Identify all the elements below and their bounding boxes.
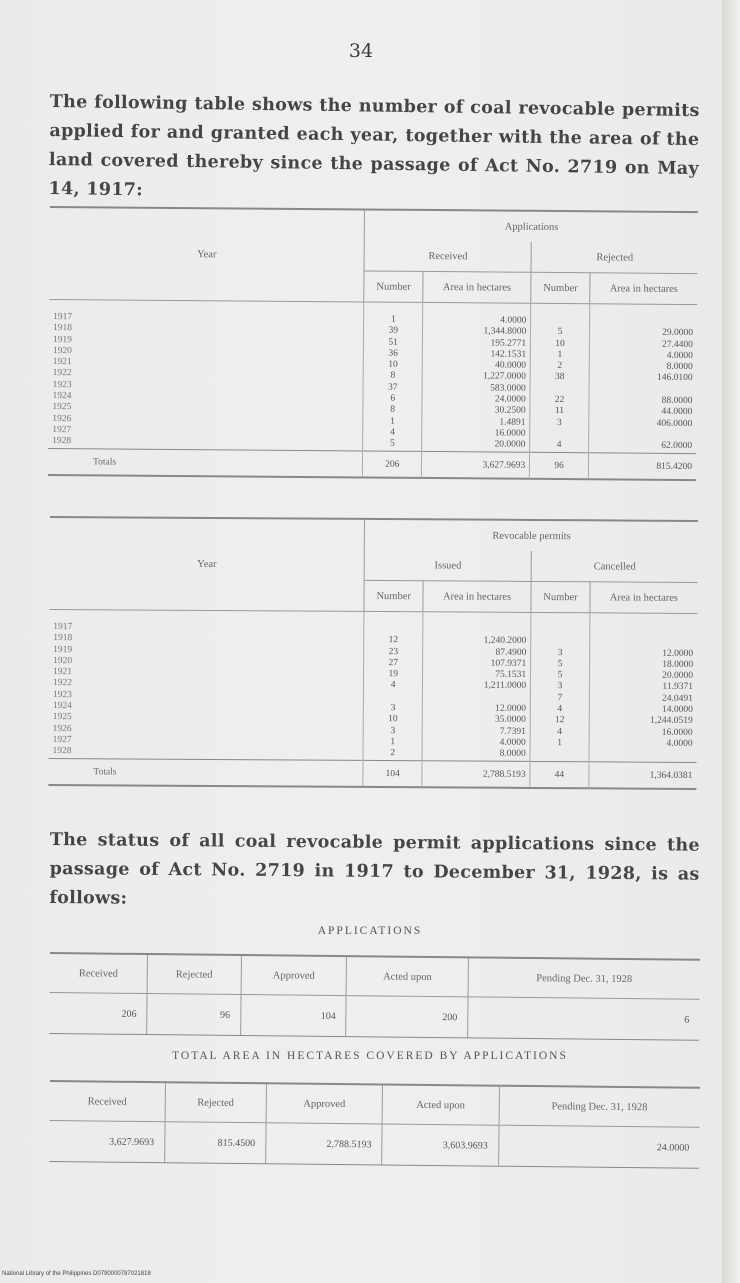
number-cell: 1 bbox=[530, 738, 589, 750]
value-rejected: 96 bbox=[147, 994, 241, 1036]
number-cell: 19 bbox=[364, 669, 423, 681]
area-cell: 35.0000 bbox=[422, 715, 530, 727]
area-cell: 16.0000 bbox=[589, 727, 697, 739]
area-cell: 4.0000 bbox=[422, 737, 530, 749]
number-cell: 3 bbox=[531, 648, 590, 660]
area-cell: 1,211.0000 bbox=[422, 681, 530, 693]
number-cell: 4 bbox=[530, 440, 589, 452]
number-cell: 3 bbox=[364, 726, 423, 738]
area-cell bbox=[589, 750, 697, 762]
year-cell: 1928 bbox=[52, 746, 72, 757]
area-cell: 20.0000 bbox=[422, 439, 530, 452]
year-cell: 1925 bbox=[52, 712, 72, 723]
area-cell: 24.0000 bbox=[422, 394, 530, 406]
value-acted-upon: 200 bbox=[346, 996, 468, 1038]
col-area: Area in hectares bbox=[590, 273, 698, 305]
value-received: 3,627.9693 bbox=[49, 1120, 165, 1162]
number-cell: 44 bbox=[530, 761, 589, 788]
status-paragraph: The status of all coal revocable permit applications since the passage of Act No. 2719 in 1917 to December 31, 1928, is as follows: bbox=[49, 829, 700, 909]
number-cell: 6 bbox=[363, 394, 422, 406]
area-cell: 3,627.9693 bbox=[421, 451, 529, 478]
header-approved: Approved bbox=[241, 955, 347, 996]
area-cell: 4.0000 bbox=[589, 738, 697, 750]
number-cell bbox=[530, 429, 589, 441]
area-cell: 195.2771 bbox=[422, 338, 530, 350]
footer-credit: National Library of the Philippines D0790000787021818 bbox=[2, 1271, 151, 1277]
number-cell: 4 bbox=[530, 727, 589, 739]
col-number: Number bbox=[364, 580, 423, 611]
number-cell: 4 bbox=[364, 680, 423, 692]
area-cell: 27.4400 bbox=[589, 339, 697, 351]
number-cell: 5 bbox=[531, 670, 590, 682]
area-cell: 4.0000 bbox=[589, 350, 697, 362]
number-cell: 38 bbox=[530, 372, 589, 384]
subgroup-header-rejected: Rejected bbox=[531, 242, 698, 274]
year-cell: 1922 bbox=[52, 368, 72, 379]
header-approved: Approved bbox=[266, 1083, 383, 1124]
number-cell: 3 bbox=[531, 681, 590, 693]
value-rejected: 815.4500 bbox=[164, 1122, 265, 1164]
year-cell: 1917 bbox=[53, 312, 73, 323]
area-cell: 87.4900 bbox=[423, 647, 531, 659]
area-cell: 1.4891 bbox=[422, 417, 530, 429]
area-cell: 14.0000 bbox=[589, 704, 697, 716]
header-rejected: Rejected bbox=[147, 954, 241, 994]
number-cell: 5 bbox=[531, 659, 590, 671]
year-cell: 1924 bbox=[52, 391, 72, 402]
number-cell: 2 bbox=[530, 361, 589, 373]
year-cell: 1918 bbox=[53, 633, 73, 644]
area-cell bbox=[589, 429, 697, 441]
header-acted-upon: Acted upon bbox=[346, 956, 468, 997]
col-number: Number bbox=[364, 271, 423, 302]
group-header: Applications bbox=[365, 209, 698, 243]
area-cell: 12.0000 bbox=[589, 648, 697, 660]
year-cell: 1919 bbox=[53, 644, 73, 655]
year-cell: 1919 bbox=[52, 334, 72, 345]
totals-label: Totals bbox=[48, 758, 363, 786]
area-cell: 4.0000 bbox=[423, 302, 531, 327]
number-cell: 4 bbox=[530, 704, 589, 716]
totals-label: Totals bbox=[48, 448, 363, 477]
number-cell: 96 bbox=[530, 452, 589, 479]
col-number: Number bbox=[531, 272, 590, 303]
number-cell: 51 bbox=[364, 337, 423, 349]
area-cell: 1,344.8000 bbox=[423, 326, 531, 338]
number-cell: 12 bbox=[364, 635, 423, 647]
page-number: 34 bbox=[348, 40, 374, 62]
area-cell: 406.0000 bbox=[589, 418, 697, 430]
number-cell: 8 bbox=[363, 405, 422, 417]
year-cell: 1928 bbox=[52, 436, 72, 447]
area-cell: 142.1531 bbox=[422, 349, 530, 361]
number-cell bbox=[530, 384, 589, 396]
area-cell bbox=[590, 637, 698, 649]
number-cell: 23 bbox=[364, 647, 423, 659]
number-cell: 36 bbox=[364, 348, 423, 360]
year-cell: 1921 bbox=[52, 357, 72, 368]
area-summary-table bbox=[49, 1080, 700, 1169]
number-cell: 11 bbox=[530, 406, 589, 418]
area-cell: 29.0000 bbox=[589, 328, 697, 340]
col-area: Area in hectares bbox=[423, 581, 531, 613]
number-cell: 7 bbox=[531, 693, 590, 705]
area-cell: 12.0000 bbox=[422, 703, 530, 715]
area-cell: 1,227.0000 bbox=[422, 371, 530, 383]
area-cell: 18.0000 bbox=[589, 659, 697, 671]
area-title: TOTAL AREA IN HECTARES COVERED BY APPLICATIONS bbox=[172, 1050, 568, 1062]
year-cell: 1927 bbox=[52, 734, 72, 746]
number-cell: 5 bbox=[363, 439, 422, 451]
value-received: 206 bbox=[49, 992, 147, 1034]
number-cell: 37 bbox=[363, 382, 422, 394]
number-cell: 10 bbox=[531, 338, 590, 350]
year-cell: 1923 bbox=[52, 689, 72, 700]
value-pending: 24.0000 bbox=[498, 1125, 699, 1168]
number-cell: 104 bbox=[363, 760, 422, 787]
number-cell: 5 bbox=[531, 327, 590, 339]
area-cell bbox=[422, 692, 530, 704]
area-cell: 8.0000 bbox=[422, 749, 530, 761]
number-cell: 12 bbox=[530, 715, 589, 727]
area-cell: 16.0000 bbox=[422, 428, 530, 440]
area-cell bbox=[423, 612, 531, 636]
year-cell: 1917 bbox=[53, 622, 73, 633]
area-cell: 20.0000 bbox=[589, 670, 697, 682]
applications-table bbox=[48, 206, 698, 481]
number-cell: 1 bbox=[364, 302, 423, 326]
year-cell: 1924 bbox=[52, 701, 72, 712]
header-pending: Pending Dec. 31, 1928 bbox=[499, 1086, 700, 1128]
col-area: Area in hectares bbox=[590, 582, 698, 614]
value-approved: 2,788.5193 bbox=[265, 1123, 382, 1165]
area-cell: 2,788.5193 bbox=[422, 760, 530, 787]
year-header: Year bbox=[49, 207, 365, 302]
subgroup-header-cancelled: Cancelled bbox=[531, 551, 698, 583]
area-cell: 40.0000 bbox=[422, 360, 530, 372]
area-cell: 62.0000 bbox=[588, 441, 696, 454]
area-cell: 1,240.2000 bbox=[423, 636, 531, 648]
applications-summary-table bbox=[49, 952, 700, 1041]
value-approved: 104 bbox=[240, 994, 346, 1036]
number-cell bbox=[364, 692, 423, 704]
area-cell: 107.9371 bbox=[423, 658, 531, 670]
number-cell bbox=[530, 749, 589, 761]
number-cell: 8 bbox=[364, 371, 423, 383]
number-cell: 206 bbox=[363, 451, 422, 478]
subgroup-header-received: Received bbox=[364, 240, 531, 272]
year-header: Year bbox=[49, 517, 364, 611]
area-cell: 1,364.0381 bbox=[589, 761, 697, 788]
area-cell: 8.0000 bbox=[589, 361, 697, 373]
area-cell: 75.1531 bbox=[423, 669, 531, 681]
area-cell: 30.2500 bbox=[422, 405, 530, 417]
number-cell: 1 bbox=[363, 737, 422, 749]
header-received: Received bbox=[50, 953, 148, 994]
area-cell: 44.0000 bbox=[589, 407, 697, 419]
col-area: Area in hectares bbox=[423, 271, 531, 303]
number-cell: 1 bbox=[363, 416, 422, 428]
permits-table bbox=[48, 516, 698, 790]
area-cell: 11.9371 bbox=[589, 682, 697, 694]
area-cell: 815.4200 bbox=[588, 452, 696, 479]
number-cell bbox=[531, 303, 590, 327]
area-cell bbox=[590, 613, 698, 637]
page-edge bbox=[722, 0, 740, 1283]
number-cell: 2 bbox=[363, 748, 422, 760]
year-cell: 1922 bbox=[52, 678, 73, 689]
area-cell: 146.0100 bbox=[589, 373, 697, 385]
area-cell: 24.0491 bbox=[589, 693, 697, 705]
number-cell bbox=[531, 636, 590, 648]
col-number: Number bbox=[531, 581, 590, 612]
year-cell: 1920 bbox=[53, 655, 73, 667]
year-cell: 1925 bbox=[52, 402, 72, 413]
value-pending: 6 bbox=[468, 997, 700, 1040]
area-cell: 1,244.0519 bbox=[589, 716, 697, 728]
number-cell: 10 bbox=[364, 714, 423, 726]
year-cell: 1926 bbox=[52, 413, 72, 424]
year-cell: 1923 bbox=[52, 379, 72, 390]
year-cell: 1927 bbox=[52, 424, 72, 436]
totals-row bbox=[48, 758, 696, 788]
header-acted-upon: Acted upon bbox=[382, 1084, 499, 1125]
number-cell bbox=[531, 612, 590, 636]
header-rejected: Rejected bbox=[165, 1082, 266, 1123]
applications-title: APPLICATIONS bbox=[317, 925, 423, 937]
year-cell: 1918 bbox=[53, 323, 73, 334]
year-cell: 1921 bbox=[53, 667, 73, 678]
year-cell: 1926 bbox=[52, 723, 72, 734]
area-cell: 583.0000 bbox=[422, 383, 530, 395]
header-pending: Pending Dec. 31, 1928 bbox=[468, 957, 700, 999]
number-cell: 3 bbox=[364, 703, 423, 715]
totals-row bbox=[48, 448, 696, 480]
number-cell: 39 bbox=[364, 326, 423, 338]
number-cell: 22 bbox=[530, 395, 589, 407]
number-cell: 10 bbox=[364, 360, 423, 372]
number-cell: 3 bbox=[530, 417, 589, 429]
subgroup-header-issued: Issued bbox=[364, 550, 531, 582]
header-received: Received bbox=[50, 1081, 166, 1122]
number-cell: 1 bbox=[531, 350, 590, 362]
number-cell: 4 bbox=[363, 427, 422, 439]
area-cell bbox=[589, 304, 697, 329]
year-cell: 1920 bbox=[52, 345, 72, 357]
intro-paragraph: The following table shows the number of coal revocable permits applied for and granted each year, together with the area of the land covered thereby since the passage of Act No. 2719 on May 14, 1917: bbox=[48, 91, 700, 201]
group-header: Revocable permits bbox=[365, 519, 698, 552]
area-cell: 7.7391 bbox=[422, 726, 530, 738]
number-cell bbox=[364, 611, 423, 635]
area-cell bbox=[589, 384, 697, 396]
area-cell: 88.0000 bbox=[589, 395, 697, 407]
number-cell: 27 bbox=[364, 658, 423, 670]
value-acted-upon: 3,603.9693 bbox=[382, 1124, 499, 1166]
